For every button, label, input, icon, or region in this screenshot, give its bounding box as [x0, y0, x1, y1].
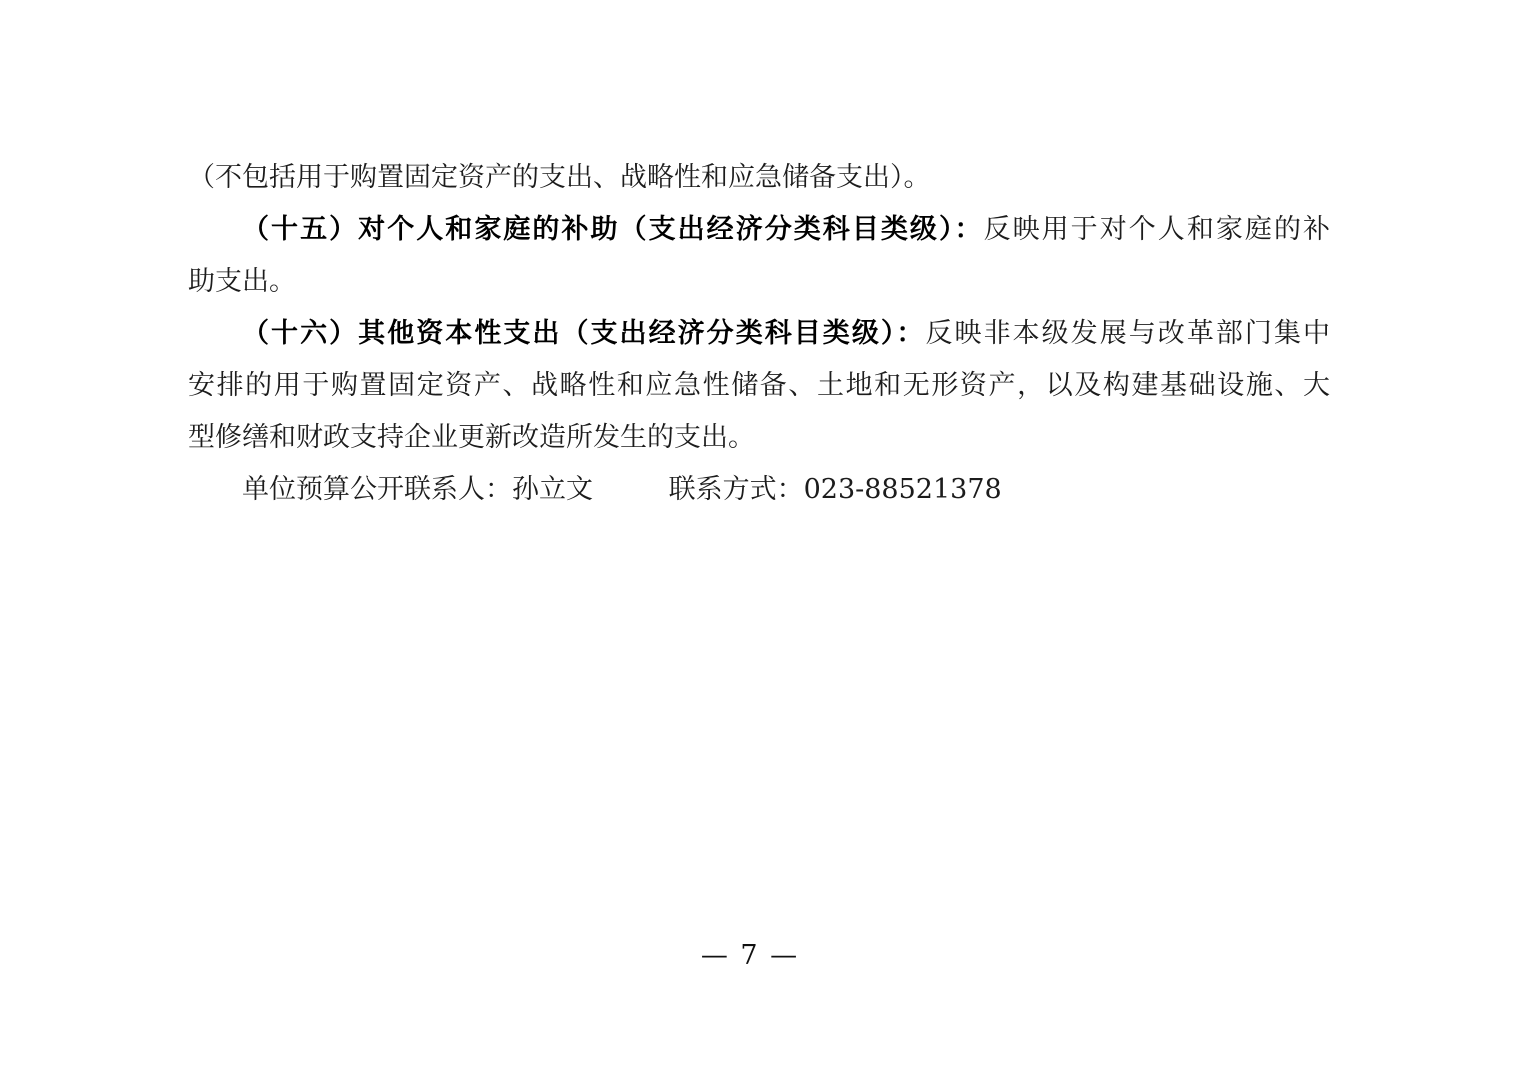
text-line: [188, 256, 1330, 308]
text-line: [188, 464, 1330, 516]
text-segment: 反映用于对个人和家庭的补: [983, 214, 1331, 245]
text-segment: 联系方式：023-88521378: [668, 474, 1002, 505]
text-segment: （不包括用于购置固定资产的支出、战略性和应急储备支出）。: [188, 162, 931, 193]
text-segment: 反映非本级发展与改革部门集中: [925, 318, 1331, 349]
text-segment: 安排的用于购置固定资产、战略性和应急性储备、土地和无形资产，以及构建基础设施、大: [188, 370, 1330, 401]
text-line: [188, 152, 1330, 204]
text-line: [188, 308, 1330, 360]
text-segment: 助支出。: [188, 266, 296, 297]
text-segment: 型修缮和财政支持企业更新改造所发生的支出。: [188, 422, 755, 453]
text-line: [188, 204, 1330, 256]
document-body: [188, 152, 1330, 516]
text-line: [188, 412, 1330, 464]
text-segment-bold: （十五）对个人和家庭的补助（支出经济分类科目类级）：: [242, 214, 984, 245]
text-segment-bold: （十六）其他资本性支出（支出经济分类科目类级）：: [242, 318, 926, 349]
page-number: — 7 —: [700, 940, 800, 971]
text-segment: 单位预算公开联系人：孙立文: [242, 474, 593, 505]
text-line: [188, 360, 1330, 412]
